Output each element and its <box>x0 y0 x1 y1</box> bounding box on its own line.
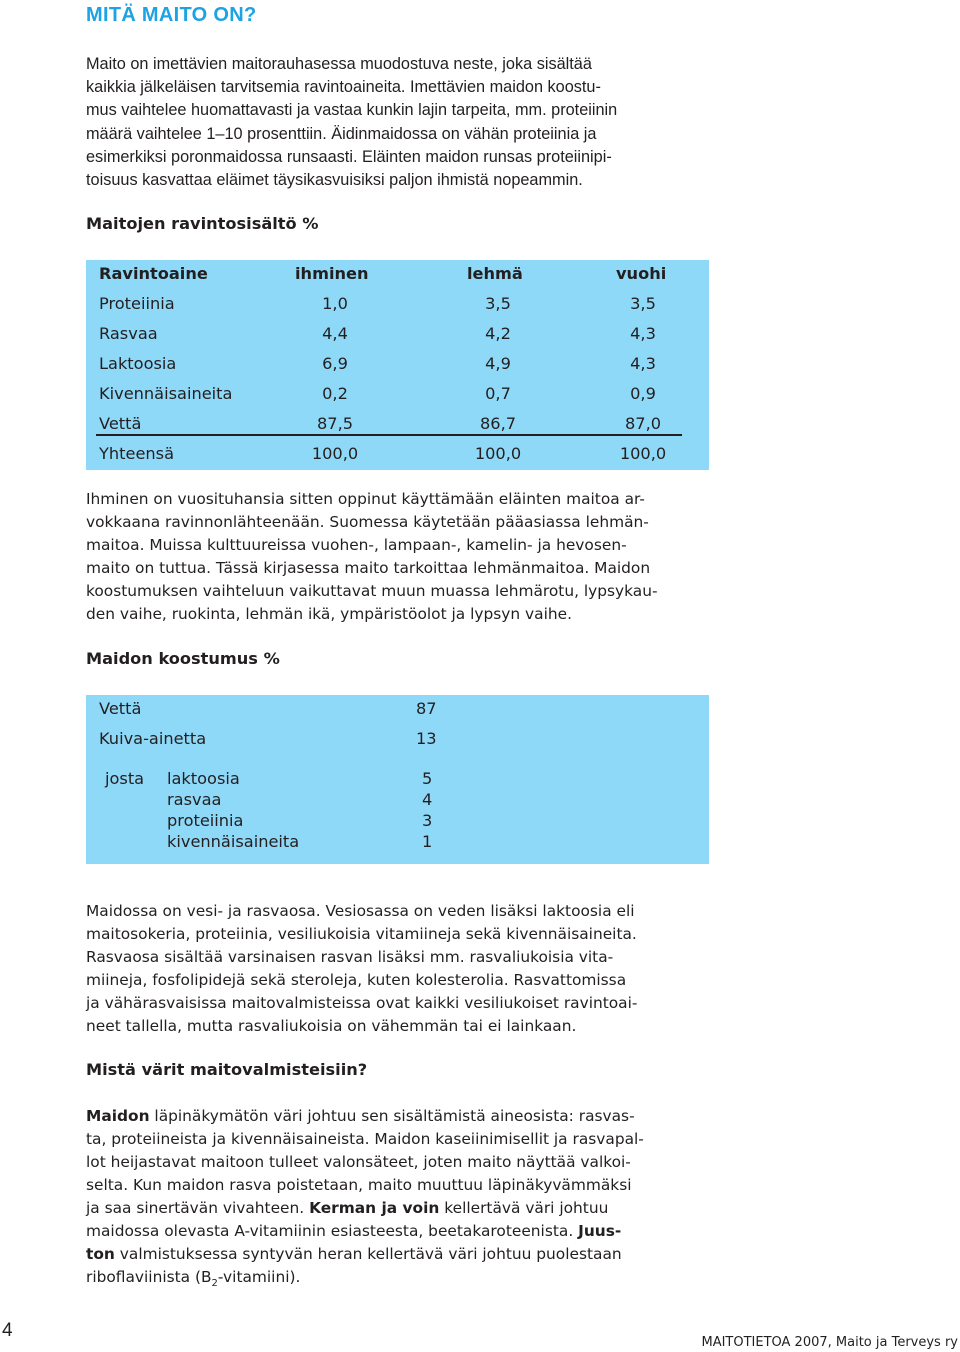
cell-value: 4,4 <box>322 324 348 343</box>
cell-value-total: 100,0 <box>311 444 359 463</box>
paragraph-line <box>86 1266 716 1295</box>
cell-value: 1,0 <box>322 294 348 313</box>
cell-value: 0,9 <box>630 384 656 403</box>
line-text: riboflaviinista (B <box>86 1268 212 1286</box>
intro-line: mus vaihtelee huomattavasti ja vastaa kunkin lajin tarpeita, mm. proteiinin <box>86 101 618 120</box>
paragraph-line <box>86 1105 716 1128</box>
column-header-human: ihminen <box>295 264 369 283</box>
row-label: Vettä <box>99 699 142 718</box>
intro-line: määrä vaihtelee 1–10 prosenttiin. Äidinmaidossa on vähän proteiinia ja <box>86 124 597 143</box>
page-number: 4 <box>2 1320 13 1341</box>
cell-value: 4,9 <box>485 354 511 373</box>
cell-value: 0,7 <box>485 384 511 403</box>
cell-value-total: 100,0 <box>619 444 667 463</box>
fat-water-paragraph <box>86 900 716 1038</box>
paragraph-line <box>86 1220 716 1243</box>
paragraph-line: ja vähärasvaisissa maitovalmisteissa ovat kaikki vesiliukoiset ravintoai- <box>86 994 638 1012</box>
line-text: valmistuksessa syntyvän heran kellertävä väri johtuu puolestaan <box>114 1245 622 1263</box>
intro-line: esimerkiksi poronmaidossa runsaasti. Eläinten maidon runsas proteiinipi- <box>86 147 612 166</box>
sub-row-value: 1 <box>422 832 433 851</box>
paragraph-line: selta. Kun maidon rasva poistetaan, maito muuttuu läpinäkyvämmäksi <box>86 1176 632 1194</box>
paragraph-line: lot heijastavat maitoon tulleet valonsäteet, joten maito näyttää valkoi- <box>86 1153 631 1171</box>
page-title: MITÄ MAITO ON? <box>86 4 257 26</box>
paragraph-line: neet tallella, mutta rasvaliukoisia on vähemmän tai ei lainkaan. <box>86 1017 577 1035</box>
sub-row-value: 5 <box>422 769 433 788</box>
cell-value: 86,7 <box>479 414 517 433</box>
paragraph-line <box>86 1197 716 1220</box>
cell-value: 4,2 <box>485 324 511 343</box>
composition-table <box>86 695 709 864</box>
cell-value: 3,5 <box>630 294 656 313</box>
sub-row-value: 4 <box>422 790 433 809</box>
intro-paragraph <box>86 53 711 192</box>
paragraph-line: koostumuksen vaihteluun vaikuttavat muun muassa lehmärotu, lypsykau- <box>86 582 658 600</box>
row-label: Rasvaa <box>99 324 158 343</box>
sub-row-label: kivennäisaineita <box>167 832 300 851</box>
line-text: ja saa sinertävän vivahteen. <box>86 1199 310 1217</box>
paragraph-line: den vaihe, ruokinta, lehmän ikä, ympäristöolot ja lypsyn vaihe. <box>86 605 572 623</box>
line-text: -vitamiini). <box>217 1268 301 1286</box>
nutrition-table <box>86 260 709 470</box>
line-text: kellertävä väri johtuu <box>439 1199 609 1217</box>
cell-value: 87 <box>416 699 437 718</box>
line-text: maidossa olevasta A-vitamiinin esiasteesta, beetakaroteenista. <box>86 1222 579 1240</box>
row-label: Proteiinia <box>99 294 175 313</box>
sub-prefix: josta <box>105 769 145 788</box>
row-label-total: Yhteensä <box>99 444 175 463</box>
bold-term: Kerman ja voin <box>309 1199 440 1217</box>
row-label: Kuiva-ainetta <box>99 729 207 748</box>
row-label: Laktoosia <box>99 354 177 373</box>
paragraph-line: vokkaana ravinnonlähteenään. Suomessa käytetään pääasiassa lehmän- <box>86 513 649 531</box>
line-text: läpinäkymätön väri johtuu sen sisältämistä aineosista: rasvas- <box>149 1107 635 1125</box>
nutrition-table-heading: Maitojen ravintosisältö % <box>86 214 319 233</box>
column-header-goat: vuohi <box>616 264 667 283</box>
row-label: Kivennäisaineita <box>99 384 233 403</box>
subscript: 2 <box>211 1278 218 1290</box>
cell-value: 87,0 <box>624 414 662 433</box>
column-header-cow: lehmä <box>467 264 523 283</box>
total-divider <box>96 434 682 436</box>
sub-row-label: rasvaa <box>167 790 222 809</box>
colors-paragraph <box>86 1105 716 1295</box>
bold-term: ton <box>86 1245 115 1263</box>
column-header-nutrient: Ravintoaine <box>99 264 208 283</box>
paragraph-line <box>86 1243 716 1266</box>
row-label: Vettä <box>99 414 142 433</box>
composition-table-heading: Maidon koostumus % <box>86 649 280 668</box>
intro-line: Maito on imettävien maitorauhasessa muodostuva neste, joka sisältää <box>86 55 592 73</box>
intro-line: kaikkia jälkeläisen tarvitsemia ravintoaineita. Imettävien maidon koostu- <box>86 78 601 97</box>
colors-heading: Mistä värit maitovalmisteisiin? <box>86 1060 368 1079</box>
cell-value: 0,2 <box>322 384 348 403</box>
cell-value: 13 <box>416 729 437 748</box>
paragraph-line: Maidossa on vesi- ja rasvaosa. Vesiosassa on veden lisäksi laktoosia eli <box>86 902 635 920</box>
paragraph-line: maitosokeria, proteiinia, vesiliukoisia vitamiineja sekä kivennäisaineita. <box>86 925 637 943</box>
cell-value: 87,5 <box>316 414 354 433</box>
bold-term: Juus- <box>578 1222 622 1240</box>
paragraph-line: Rasvaosa sisältää varsinaisen rasvan lisäksi mm. rasvaliukoisia vita- <box>86 948 614 966</box>
sub-row-label: laktoosia <box>167 769 240 788</box>
bold-term: Maidon <box>86 1107 150 1125</box>
sub-row-value: 3 <box>422 811 433 830</box>
paragraph-line: miineja, fosfolipidejä sekä steroleja, kuten kolesterolia. Rasvattomissa <box>86 971 627 989</box>
paragraph-line: Ihminen on vuosituhansia sitten oppinut käyttämään eläinten maitoa ar- <box>86 490 645 508</box>
cell-value: 4,3 <box>630 324 656 343</box>
sub-row-label: proteiinia <box>167 811 244 830</box>
footer-publication: MAITOTIETOA 2007, Maito ja Terveys ry <box>701 1335 958 1350</box>
intro-line: toisuus kasvattaa eläimet täysikasvuisiksi paljon ihmistä nopeammin. <box>86 171 583 190</box>
cell-value: 4,3 <box>630 354 656 373</box>
paragraph-line: ta, proteiineista ja kivennäisaineista. Maidon kaseiinimisellit ja rasvapal- <box>86 1130 644 1148</box>
paragraph-line: maito on tuttua. Tässä kirjasessa maito tarkoittaa lehmänmaitoa. Maidon <box>86 559 651 577</box>
history-paragraph <box>86 488 716 626</box>
paragraph-line: maitoa. Muissa kulttuureissa vuohen-, lampaan-, kamelin- ja hevosen- <box>86 536 627 554</box>
cell-value-total: 100,0 <box>474 444 522 463</box>
cell-value: 6,9 <box>322 354 348 373</box>
cell-value: 3,5 <box>485 294 511 313</box>
